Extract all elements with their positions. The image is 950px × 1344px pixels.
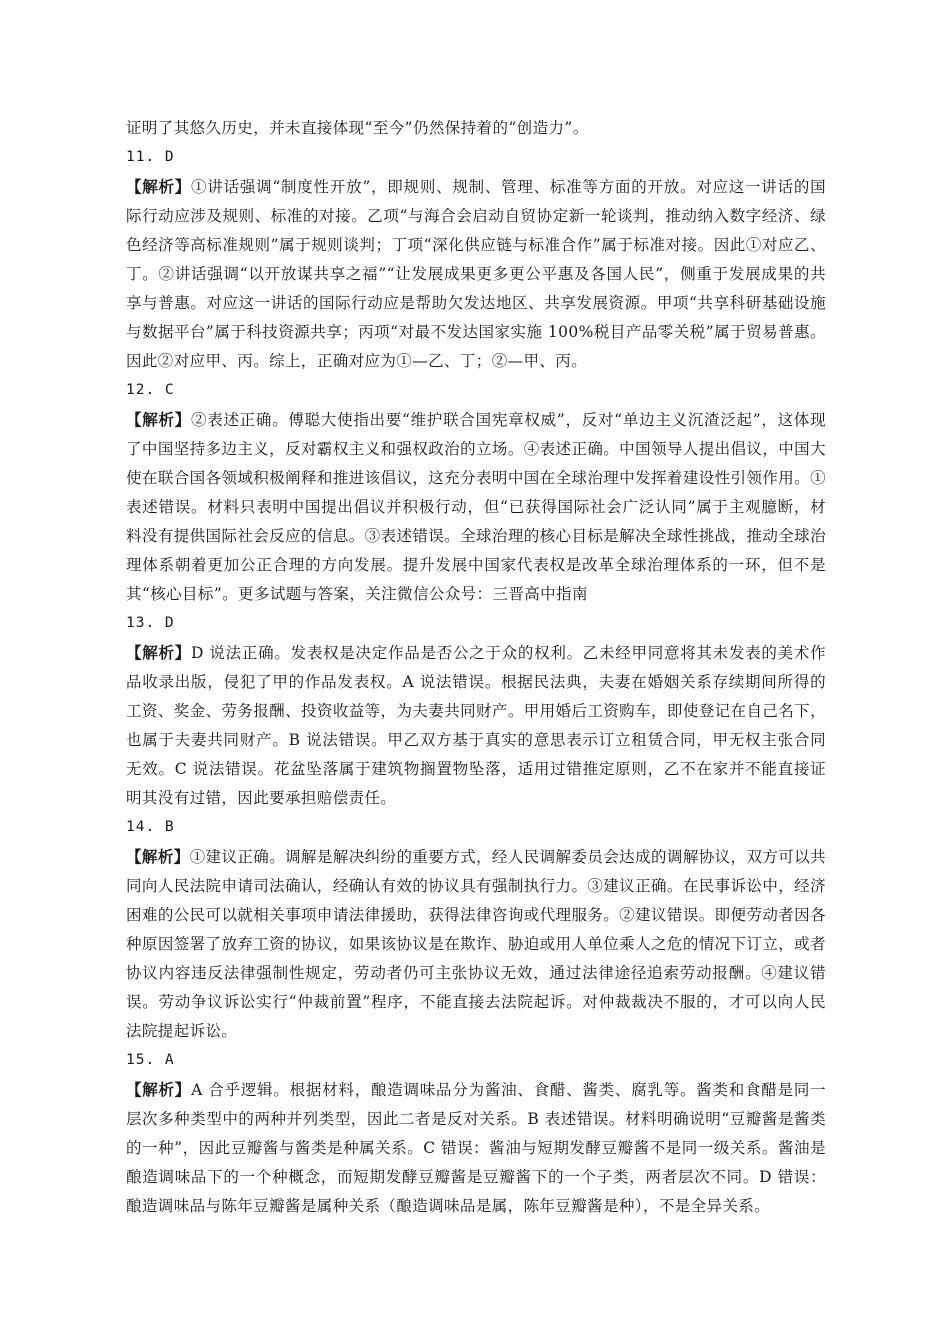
explanation-paragraph: [126, 1075, 826, 1221]
explanation-paragraph: [126, 638, 826, 813]
explanation-text: ②表述正确。傅聪大使指出要“维护联合国宪章权威”，反对“单边主义沉渣泛起”，这体现了中国坚持多边主义，反对霸权主义和强权政治的立场。④表述正确。中国领导人提出倡议，中国大使在联合国各领域积极阐释和推进该倡议，这充分表明中国在全球治理中发挥着建设性引领作用。①表述错误。材料只表明中国提出倡议并积极行动，但“已获得国际社会广泛认同”属于主观臆断，材料没有提供国际社会反应的信息。③表述错误。全球治理的核心目标是解决全球性挑战，推动全球治理体系朝着更加公正合理的方向发展。提升发展中国家代表权是改革全球治理体系的一环，但不是其“核心目标”。更多试题与答案，关注微信公众号：三晋高中指南: [126, 411, 826, 603]
answer-item-11: [126, 143, 826, 376]
answer-item-14: [126, 813, 826, 1046]
intro-paragraph: 证明了其悠久历史，并未直接体现“至今”仍然保持着的“创造力”。: [126, 119, 589, 137]
answer-item-12: [126, 376, 826, 609]
explanation-text: ①建议正确。调解是解决纠纷的重要方式，经人民调解委员会达成的调解协议，双方可以共同向人民法院申请司法确认，经确认有效的协议具有强制执行力。③建议正确。在民事诉讼中，经济困难的公民可以就相关事项申请法律援助，获得法律咨询或代理服务。②建议错误。即便劳动者因各种原因签署了放弃工资的协议，如果该协议是在欺诈、胁迫或用人单位乘人之危的情况下订立，或者协议内容违反法律强制性规定，劳动者仍可主张协议无效，通过法律途径追索劳动报酬。④建议错误。劳动争议诉讼实行“仲裁前置”程序，不能直接去法院起诉。对仲裁裁决不服的，才可以向人民法院提起诉讼。: [126, 848, 826, 1040]
answer-number: 14. B: [126, 819, 175, 835]
explanation-label: 【解析】: [126, 1080, 192, 1099]
answer-item-13: [126, 609, 826, 813]
explanation-text: ①讲话强调“制度性开放”，即规则、规制、管理、标准等方面的开放。对应这一讲话的国际行动应涉及规则、标准的对接。乙项“与海合会启动自贸协定新一轮谈判，推动纳入数字经济、绿色经济等高标准规则”属于规则谈判；丁项“深化供应链与标准合作”属于标准对接。因此①对应乙、丁。②讲话强调“以开放谋共享之福”“让发展成果更多更公平惠及各国人民”，侧重于发展成果的共享与普惠。对应这一讲话的国际行动应是帮助欠发达地区、共享发展资源。甲项“共享科研基础设施与数据平台”属于科技资源共享；丙项“对最不发达国家实施 100%税目产品零关税”属于贸易普惠。因此②对应甲、丙。综上，正确对应为①—乙、丁；②—甲、丙。: [126, 178, 826, 370]
explanation-text: A 合乎逻辑。根据材料，酿造调味品分为酱油、食醋、酱类、腐乳等。酱类和食醋是同一层次多种类型中的两种并列类型，因此二者是反对关系。B 表述错误。材料明确说明“豆瓣酱是酱类的一种”，因此豆瓣酱与酱类是种属关系。C 错误：酱油与短期发酵豆瓣酱不是同一级关系。酱油是酿造调味品下的一个种概念，而短期发酵豆瓣酱是豆瓣酱下的一个子类，两者层次不同。D 错误：酿造调味品与陈年豆瓣酱是属种关系（酿造调味品是属，陈年豆瓣酱是种），不是全异关系。: [126, 1081, 826, 1215]
explanation-label: 【解析】: [126, 177, 192, 196]
explanation-label: 【解析】: [126, 410, 191, 429]
document-page: [126, 114, 826, 1221]
explanation-label: 【解析】: [126, 847, 190, 866]
explanation-text: D 说法正确。发表权是决定作品是否公之于众的权利。乙未经甲同意将其未发表的美术作品收录出版，侵犯了甲的作品发表权。A 说法错误。根据民法典，夫妻在婚姻关系存续期间所得的工资、奖金、劳务报酬、投资收益等，为夫妻共同财产。甲用婚后工资购车，即使登记在自己名下，也属于夫妻共同财产。B 说法错误。甲乙双方基于真实的意思表示订立租赁合同，甲无权主张合同无效。C 说法错误。花盆坠落属于建筑物搁置物坠落，适用过错推定原则，乙不在家并不能直接证明其没有过错，因此要承担赔偿责任。: [126, 644, 826, 807]
answer-item-15: [126, 1046, 826, 1221]
answer-number: 11. D: [126, 149, 175, 165]
explanation-paragraph: [126, 842, 826, 1046]
answer-number: 12. C: [126, 382, 175, 398]
explanation-paragraph: [126, 172, 826, 376]
answer-number: 15. A: [126, 1052, 175, 1068]
explanation-paragraph: [126, 405, 826, 609]
answer-number: 13. D: [126, 615, 175, 631]
explanation-label: 【解析】: [126, 643, 191, 662]
